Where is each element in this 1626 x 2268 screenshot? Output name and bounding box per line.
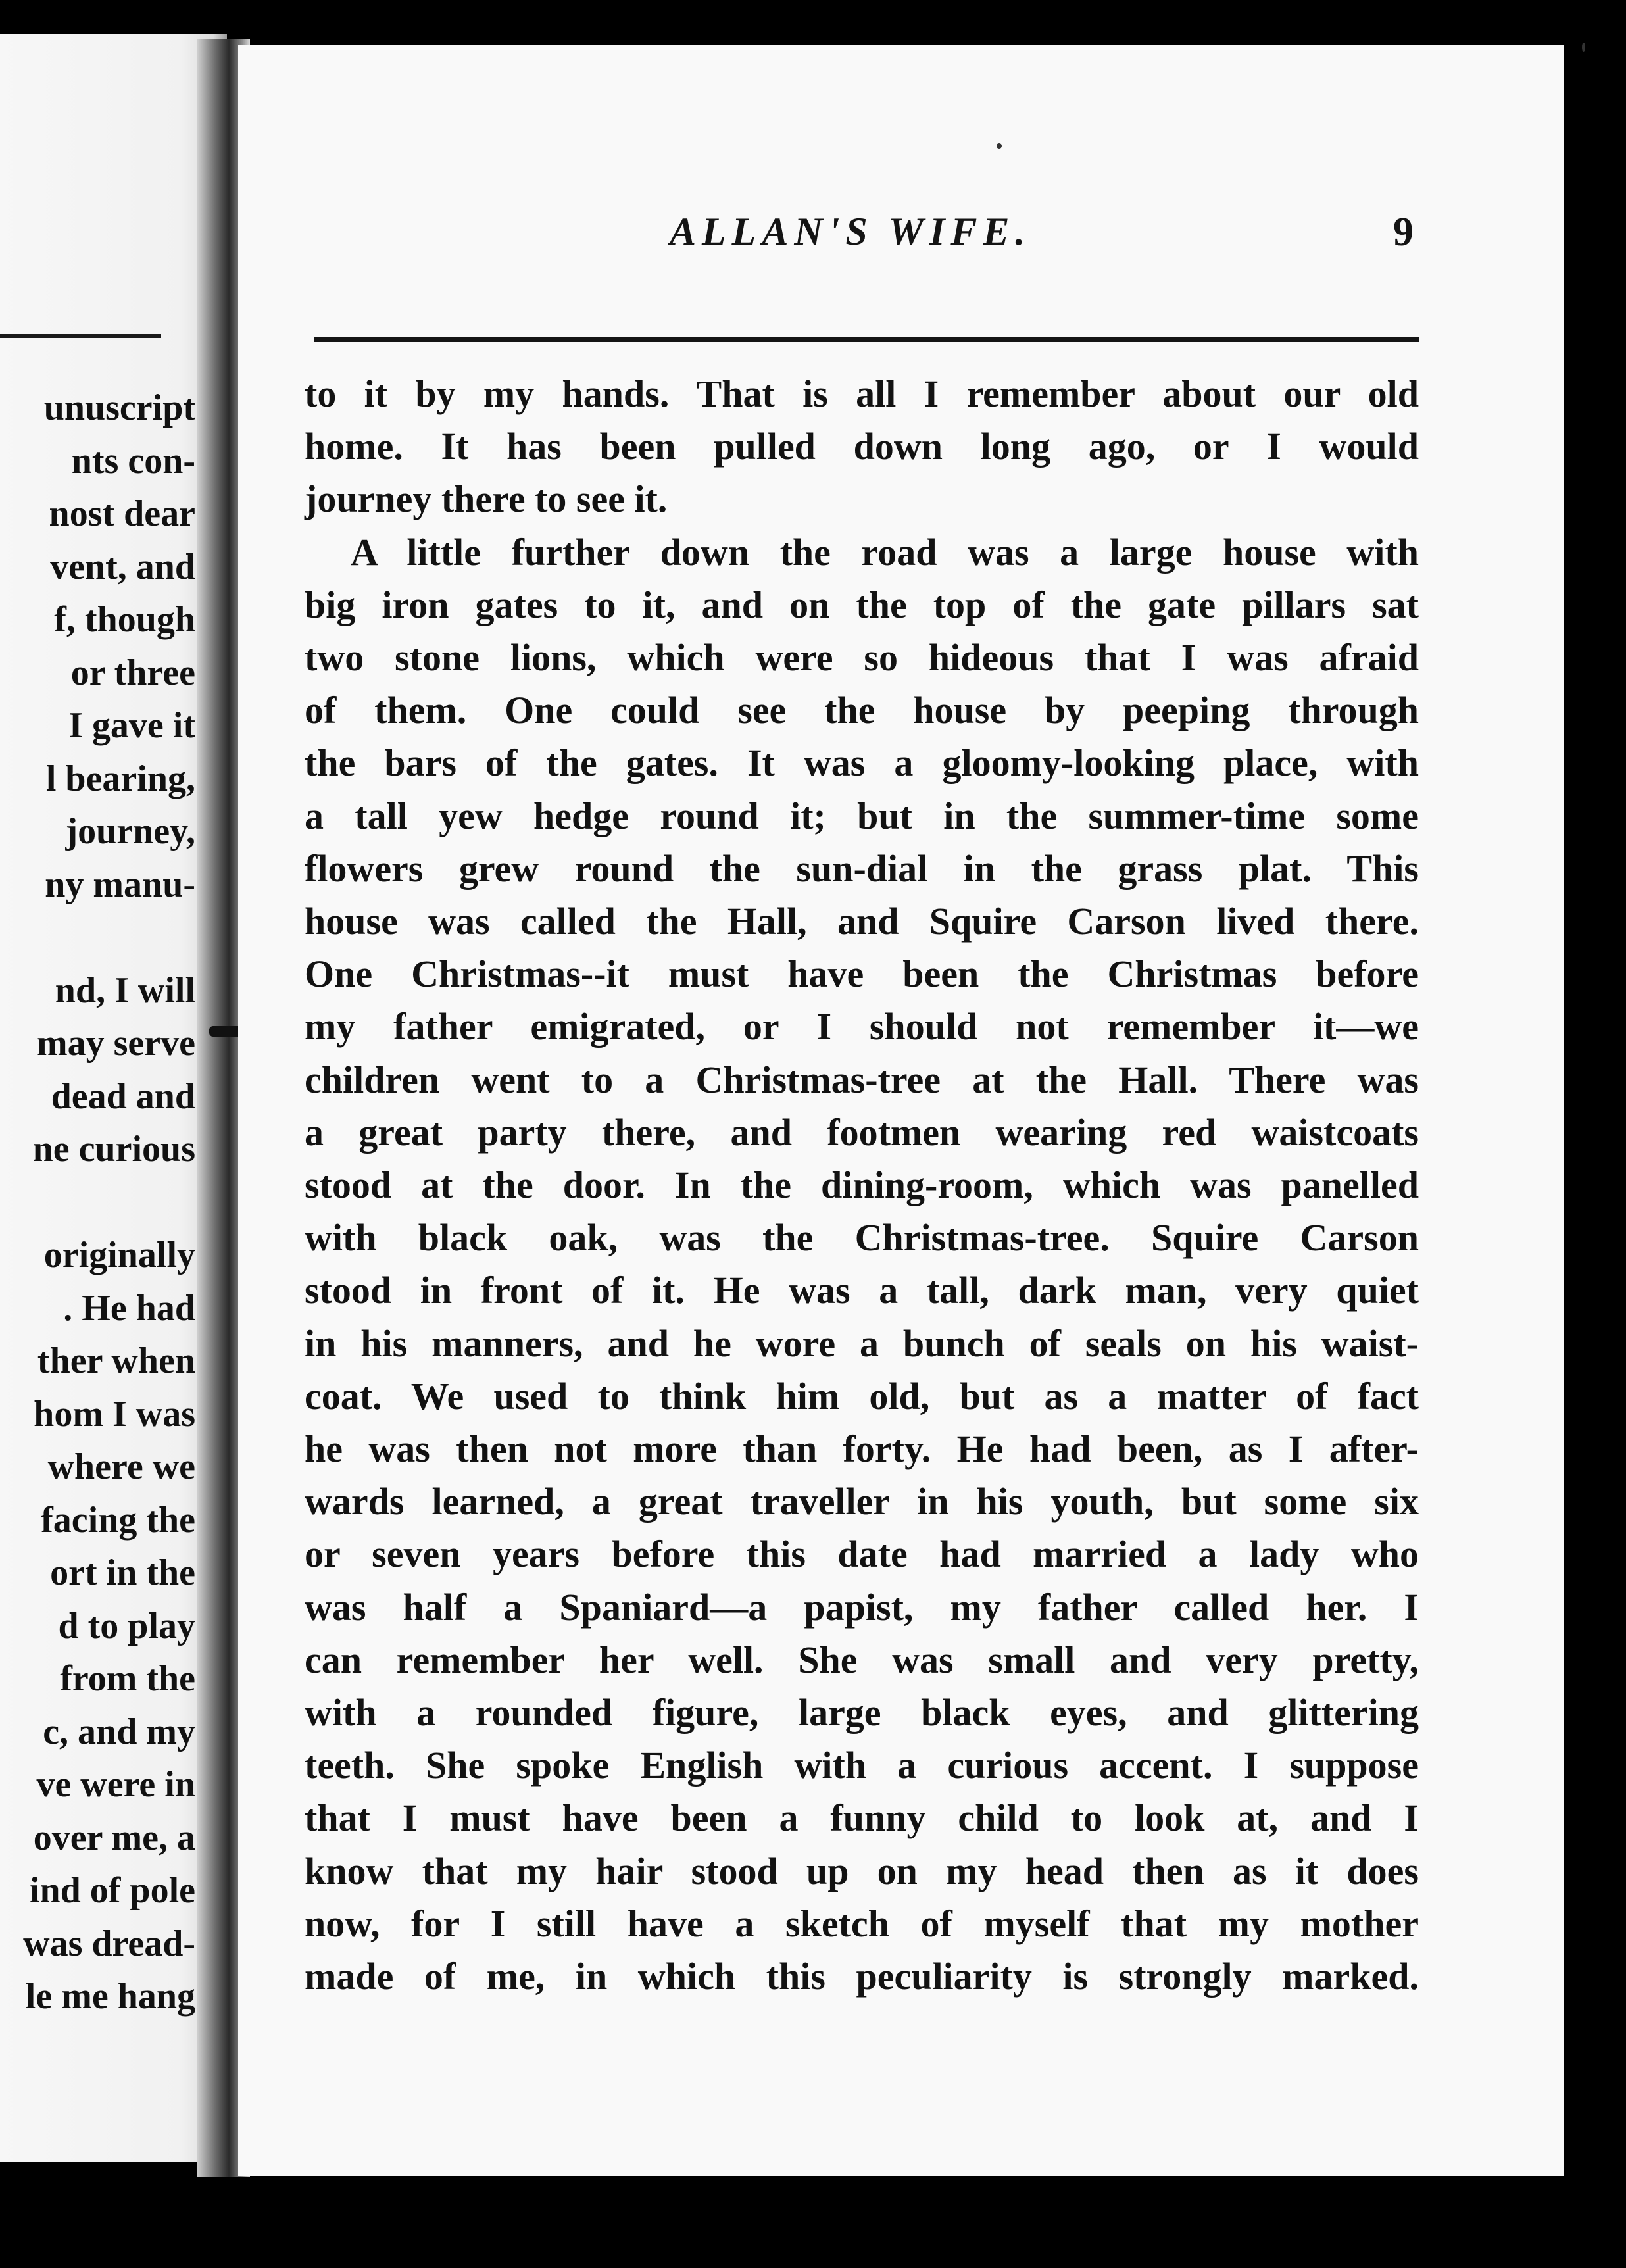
body-text-line: a great party there, and footmen wearing red waistcoats xyxy=(305,1110,1419,1154)
facing-page-line: was dread- xyxy=(23,1923,195,1964)
page-number: 9 xyxy=(1393,210,1414,255)
body-text-line: a tall yew hedge round it; but in the summer-time some xyxy=(305,794,1419,837)
body-text-line: know that my hair stood up on my head then as it does xyxy=(305,1849,1419,1892)
facing-page-line: or three xyxy=(70,652,195,693)
facing-page-line: journey, xyxy=(65,811,195,852)
facing-page-line: nts con- xyxy=(71,440,195,481)
facing-page-line: . He had xyxy=(63,1287,195,1329)
facing-page-line: may serve xyxy=(36,1023,195,1064)
body-text-line: the bars of the gates. It was a gloomy-looking place, with xyxy=(305,741,1419,785)
body-text-line: of them. One could see the house by peeping through xyxy=(305,689,1419,732)
body-text-line: in his manners, and he wore a bunch of seals on his waist- xyxy=(305,1321,1419,1365)
facing-page-line: ind of pole xyxy=(29,1870,195,1911)
facing-page xyxy=(0,34,227,2162)
facing-page-line: ve were in xyxy=(36,1764,195,1805)
facing-page-line: ne curious xyxy=(32,1129,195,1170)
facing-page-line: facing the xyxy=(41,1499,195,1541)
body-text-line: A little further down the road was a large house with xyxy=(351,530,1419,574)
facing-page-line: originally xyxy=(43,1235,195,1275)
facing-page-line: unuscript xyxy=(43,387,195,428)
body-text-line: teeth. She spoke English with a curious accent. I suppose xyxy=(305,1744,1419,1787)
body-text-line: stood at the door. In the dining-room, which was panelled xyxy=(305,1164,1419,1206)
ink-speck xyxy=(1582,43,1585,52)
facing-page-line: nost dear xyxy=(49,493,195,534)
body-text-line: or seven years before this date had married a lady who xyxy=(305,1533,1419,1576)
facing-page-line: I gave it xyxy=(68,705,195,746)
body-text-line: that I must have been a funny child to look at, and I xyxy=(305,1796,1419,1840)
body-text-line: coat. We used to think him old, but as a matter of fact xyxy=(305,1374,1419,1418)
facing-page-line: where we xyxy=(47,1446,195,1487)
facing-page-line: hom I was xyxy=(34,1393,195,1435)
facing-page-rule xyxy=(0,334,161,338)
running-head: ALLAN'S WIFE. xyxy=(670,210,1031,253)
body-text-line: he was then not more than forty. He had been, as I after- xyxy=(305,1427,1419,1470)
body-text-line: to it by my hands. That is all I remember about our old xyxy=(305,372,1419,415)
body-text-line: with a rounded figure, large black eyes, and glittering xyxy=(305,1691,1419,1734)
facing-page-line: over me, a xyxy=(33,1817,195,1858)
facing-page-line: from the xyxy=(60,1658,195,1699)
body-text-line: made of me, in which this peculiarity is strongly marked. xyxy=(305,1955,1419,1998)
header-rule xyxy=(314,337,1419,342)
body-text-line: two stone lions, which were so hideous that I was afraid xyxy=(305,636,1419,679)
body-text-line: house was called the Hall, and Squire Carson lived there. xyxy=(305,900,1419,943)
facing-page-line: d to play xyxy=(58,1605,195,1646)
facing-page-line: vent, and xyxy=(50,546,195,587)
body-text-line: flowers grew round the sun-dial in the grass plat. This xyxy=(305,847,1419,890)
facing-page-line: le me hang xyxy=(25,1976,195,2017)
body-text-line: can remember her well. She was small and very pretty, xyxy=(305,1638,1419,1681)
facing-page-line: f, though xyxy=(54,599,195,640)
facing-page-line: ny manu- xyxy=(45,864,195,905)
body-text-line: big iron gates to it, and on the top of the gate pillars sat xyxy=(305,583,1419,626)
body-text-line: my father emigrated, or I should not remember it—we xyxy=(305,1005,1419,1048)
body-text-line: journey there to see it. xyxy=(305,478,668,521)
ink-speck xyxy=(997,143,1002,149)
facing-page-line: dead and xyxy=(51,1075,195,1117)
body-text-line: stood in front of it. He was a tall, dark man, very quiet xyxy=(305,1269,1419,1312)
body-text-line: One Christmas--it must have been the Christmas before xyxy=(305,952,1419,996)
body-text-line: was half a Spaniard—a papist, my father called her. I xyxy=(305,1585,1419,1629)
facing-page-line: nd, I will xyxy=(55,970,195,1011)
facing-page-line: ort in the xyxy=(50,1552,195,1593)
body-text-line: with black oak, was the Christmas-tree. Squire Carson xyxy=(305,1216,1419,1260)
facing-page-line: c, and my xyxy=(43,1711,195,1752)
facing-page-line: l bearing, xyxy=(45,758,195,799)
body-text-line: children went to a Christmas-tree at the Hall. There was xyxy=(305,1058,1419,1101)
facing-page-line: ther when xyxy=(37,1341,195,1381)
body-text-line: home. It has been pulled down long ago, or I would xyxy=(305,425,1419,468)
body-text-line: wards learned, a great traveller in his youth, but some six xyxy=(305,1480,1419,1523)
body-text-line: now, for I still have a sketch of myself that my mother xyxy=(305,1902,1419,1945)
